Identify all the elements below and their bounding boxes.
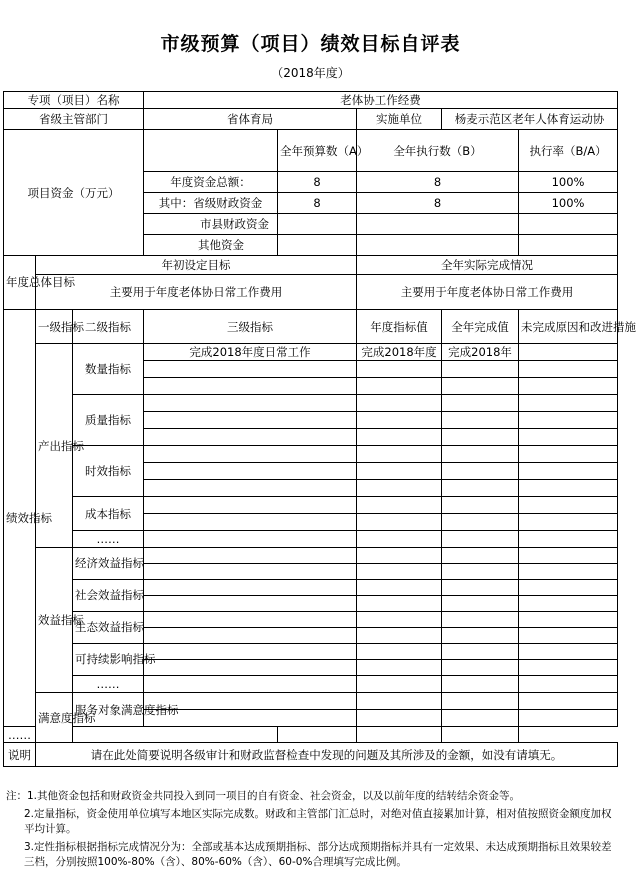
perf-header-l3: 三级指标 xyxy=(144,310,357,344)
funds-header-blank xyxy=(144,130,278,172)
perf-header-l1: 一级指标 xyxy=(36,310,73,344)
indicator-done-cell: 完成2018年 xyxy=(442,344,519,361)
indicator-reason-cell xyxy=(519,463,618,480)
economic-benefit-indicator: 经济效益指标 xyxy=(73,548,144,580)
indicator-reason-cell xyxy=(519,596,618,612)
indicator-l3-cell xyxy=(144,660,357,676)
indicator-reason-cell xyxy=(519,628,618,644)
indicator-done-cell xyxy=(442,710,519,727)
funds-row-label: 市县财政资金 xyxy=(144,214,278,235)
output-indicators-label: 产出指标 xyxy=(36,344,73,548)
indicator-reason-cell xyxy=(519,514,618,531)
funds-header-exec: 全年执行数（B） xyxy=(357,130,519,172)
indicator-target-cell xyxy=(357,531,442,548)
funds-header-rate: 执行率（B/A） xyxy=(519,130,618,172)
quality-indicator: 质量指标 xyxy=(73,395,144,446)
indicator-target-cell xyxy=(357,463,442,480)
indicator-done-cell xyxy=(442,580,519,596)
indicator-target-cell xyxy=(357,710,442,727)
self-evaluation-form xyxy=(3,91,636,767)
indicator-reason-cell xyxy=(519,564,618,580)
social-benefit-indicator: 社会效益指标 xyxy=(73,580,144,612)
perf-header-target: 年度指标值 xyxy=(357,310,442,344)
unit-label: 实施单位 xyxy=(357,109,442,130)
indicator-target-cell xyxy=(357,412,442,429)
indicator-reason-cell xyxy=(442,727,519,743)
indicator-done-cell xyxy=(442,429,519,446)
indicator-target-cell xyxy=(357,676,442,693)
indicator-done-cell xyxy=(442,412,519,429)
cost-indicator: 成本指标 xyxy=(73,497,144,531)
perf-header-reason: 未完成原因和改进措施 xyxy=(519,310,618,344)
indicator-target-cell xyxy=(278,727,357,743)
quantity-indicator: 数量指标 xyxy=(73,344,144,395)
goal-actual-value: 主要用于年度老体协日常工作费用 xyxy=(357,275,618,310)
indicator-done-cell xyxy=(442,463,519,480)
indicator-done-cell xyxy=(442,596,519,612)
indicator-reason-cell xyxy=(519,676,618,693)
funds-row-budget xyxy=(278,214,357,235)
timeliness-indicator: 时效指标 xyxy=(73,446,144,497)
indicator-target-cell xyxy=(357,446,442,463)
indicator-done-cell xyxy=(442,480,519,497)
funds-label: 项目资金（万元） xyxy=(4,130,144,256)
funds-row-label: 其中：省级财政资金 xyxy=(144,193,278,214)
indicator-target-cell xyxy=(357,497,442,514)
indicator-target-cell xyxy=(357,429,442,446)
funds-row-exec: 8 xyxy=(357,193,519,214)
indicator-target-cell xyxy=(357,548,442,564)
indicator-l3-cell xyxy=(144,531,357,548)
indicator-reason-cell xyxy=(519,429,618,446)
funds-row-rate: 100% xyxy=(519,172,618,193)
indicator-target-cell xyxy=(357,628,442,644)
output-etc: …… xyxy=(73,531,144,548)
indicator-l3-cell xyxy=(144,395,357,412)
indicator-l3-cell xyxy=(144,497,357,514)
funds-row-exec xyxy=(357,235,519,256)
funds-row-rate xyxy=(519,214,618,235)
indicator-target-cell xyxy=(357,361,442,378)
indicator-target-cell xyxy=(357,564,442,580)
indicator-l3-cell xyxy=(144,463,357,480)
remark-label: 说明 xyxy=(4,743,36,767)
funds-row-label: 年度资金总额： xyxy=(144,172,278,193)
indicator-target-cell xyxy=(357,395,442,412)
indicator-reason-cell xyxy=(519,446,618,463)
unit-value: 杨麦示范区老年人体育运动协 xyxy=(442,109,618,130)
indicator-l3-cell xyxy=(144,412,357,429)
indicator-target-cell xyxy=(357,480,442,497)
indicator-reason-cell xyxy=(519,395,618,412)
indicator-done-cell xyxy=(442,446,519,463)
indicator-target-cell: 完成2018年度 xyxy=(357,344,442,361)
funds-row-budget xyxy=(278,235,357,256)
indicator-reason-cell xyxy=(519,344,618,361)
benefit-indicators-label: 效益指标 xyxy=(36,548,73,693)
indicator-l3-cell xyxy=(144,446,357,463)
indicator-l3-cell xyxy=(144,612,357,628)
indicator-done-cell xyxy=(442,676,519,693)
sustainable-impact-indicator: 可持续影响指标 xyxy=(73,644,144,676)
indicator-target-cell xyxy=(357,693,442,710)
satisfaction-indicators-label: 满意度指标 xyxy=(36,693,73,743)
benefit-etc: …… xyxy=(73,676,144,693)
indicator-l3-cell: 完成2018年度日常工作 xyxy=(144,344,357,361)
indicator-l3-cell xyxy=(144,361,357,378)
funds-row-rate xyxy=(519,235,618,256)
indicator-l3-cell xyxy=(73,727,278,743)
indicator-done-cell xyxy=(442,395,519,412)
goal-actual-header: 全年实际完成情况 xyxy=(357,256,618,275)
funds-header-budget: 全年预算数（A） xyxy=(278,130,357,172)
dept-label: 省级主管部门 xyxy=(4,109,144,130)
funds-row-budget: 8 xyxy=(278,193,357,214)
indicator-done-cell xyxy=(442,644,519,660)
indicator-done-cell xyxy=(357,727,442,743)
indicator-done-cell xyxy=(442,612,519,628)
indicator-reason-cell xyxy=(519,548,618,564)
footnotes xyxy=(6,789,614,873)
indicator-done-cell xyxy=(442,548,519,564)
indicator-l3-cell xyxy=(144,480,357,497)
indicator-l3-cell xyxy=(144,580,357,596)
indicator-target-cell xyxy=(357,660,442,676)
indicator-l3-cell xyxy=(144,628,357,644)
indicator-reason-cell xyxy=(519,693,618,710)
indicator-reason-cell xyxy=(519,612,618,628)
indicator-l3-cell xyxy=(144,564,357,580)
indicator-done-cell xyxy=(442,660,519,676)
footnote-3: 3.定性指标根据指标完成情况分为：全部或基本达成预期指标、部分达成预期指标并具有一定效果、未达成预期指标且效果较差三档，分别按照100%-80%（含）、80%-60%（含）、60-0%合理填写完成比例。 xyxy=(24,841,612,868)
goal-initial-header: 年初设定目标 xyxy=(36,256,357,275)
footnote-2: 2.定量指标，资金使用单位填写本地区实际完成数。财政和主管部门汇总时，对绝对值直接累加计算，相对值按照资金额度加权平均计算。 xyxy=(24,808,612,835)
funds-row-exec: 8 xyxy=(357,172,519,193)
ecological-benefit-indicator: 生态效益指标 xyxy=(73,612,144,644)
indicator-done-cell xyxy=(442,514,519,531)
perf-header-done: 全年完成值 xyxy=(442,310,519,344)
footnote-1: 注：1.其他资金包括和财政资金共同投入到同一项目的自有资金、社会资金，以及以前年度的结转结余资金等。 xyxy=(6,790,521,802)
indicator-target-cell xyxy=(357,596,442,612)
indicator-reason-cell xyxy=(519,710,618,727)
indicator-done-cell xyxy=(442,693,519,710)
dept-value: 省体育局 xyxy=(144,109,357,130)
indicator-done-cell xyxy=(442,497,519,514)
indicator-l3-cell xyxy=(144,378,357,395)
indicator-target-cell xyxy=(357,612,442,628)
project-name-value: 老体协工作经费 xyxy=(144,92,618,109)
indicator-l3-cell xyxy=(144,429,357,446)
remark-text: 请在此处简要说明各级审计和财政监督检查中发现的问题及其所涉及的金额，如没有请填无。 xyxy=(36,743,618,767)
indicator-reason-cell xyxy=(519,480,618,497)
annual-goal-label: 年度总体目标 xyxy=(4,256,36,310)
project-name-label: 专项（项目）名称 xyxy=(4,92,144,109)
goal-initial-value: 主要用于年度老体协日常工作费用 xyxy=(36,275,357,310)
indicator-done-cell xyxy=(442,628,519,644)
indicator-done-cell xyxy=(442,378,519,395)
indicator-target-cell xyxy=(357,378,442,395)
indicator-done-cell xyxy=(442,531,519,548)
indicator-reason-cell xyxy=(519,580,618,596)
satisfaction-etc: …… xyxy=(4,727,36,743)
report-year: （2018年度） xyxy=(271,66,350,80)
indicator-target-cell xyxy=(357,514,442,531)
indicator-l3-cell xyxy=(144,548,357,564)
service-satisfaction-indicator: 服务对象满意度指标 xyxy=(73,693,144,727)
indicator-done-cell xyxy=(442,361,519,378)
indicator-l3-cell xyxy=(144,514,357,531)
indicator-l3-cell xyxy=(144,676,357,693)
indicator-reason-cell xyxy=(519,644,618,660)
indicator-reason-cell xyxy=(519,412,618,429)
indicator-reason-cell xyxy=(519,497,618,514)
indicator-l3-cell xyxy=(144,596,357,612)
funds-row-budget: 8 xyxy=(278,172,357,193)
perf-label: 绩效指标 xyxy=(4,310,36,727)
funds-row-label: 其他资金 xyxy=(144,235,278,256)
funds-row-rate: 100% xyxy=(519,193,618,214)
perf-header-l2: 二级指标 xyxy=(73,310,144,344)
page-title: 市级预算（项目）绩效目标自评表 xyxy=(160,33,461,55)
indicator-target-cell xyxy=(357,644,442,660)
indicator-reason-cell xyxy=(519,378,618,395)
indicator-done-cell xyxy=(442,564,519,580)
indicator-reason-cell xyxy=(519,361,618,378)
indicator-l3-cell xyxy=(144,644,357,660)
funds-row-exec xyxy=(357,214,519,235)
indicator-reason-cell xyxy=(519,531,618,548)
indicator-target-cell xyxy=(357,580,442,596)
indicator-reason-cell xyxy=(519,660,618,676)
